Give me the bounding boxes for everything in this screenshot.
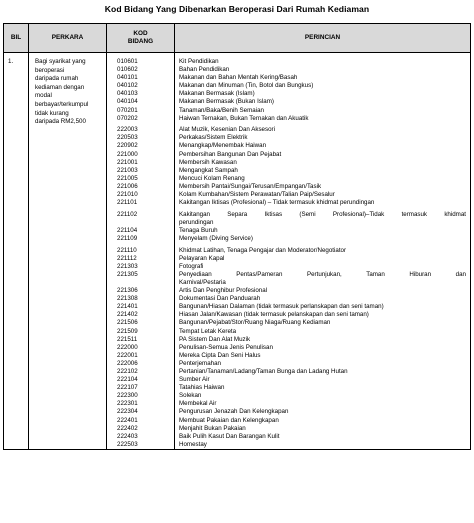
field-description: Menangkap/Menembak Haiwan — [179, 142, 267, 150]
field-code: 070201 — [117, 106, 138, 114]
table-row — [4, 53, 471, 450]
field-code: 222403 — [117, 432, 138, 440]
field-code: 222107 — [117, 384, 138, 392]
description-column — [175, 53, 471, 450]
field-code: 221104 — [117, 226, 138, 234]
field-description: Makanan dan Minuman (Tin, Botol dan Bungkus) — [179, 82, 314, 90]
row-number: 1. — [4, 53, 29, 450]
field-description: Tatahias Haiwan — [179, 384, 225, 392]
field-code: 222104 — [117, 376, 138, 384]
field-description: Makanan Bermasak (Bukan Islam) — [179, 98, 274, 106]
field-description: Membuat Pakaian dan Kelengkapan — [179, 416, 279, 424]
field-code: 222401 — [117, 416, 138, 424]
field-description: Mengangkat Sampah — [179, 166, 238, 174]
field-description: Pengurusan Jenazah Dan Kelengkapan — [179, 408, 289, 416]
code-spacer — [117, 279, 174, 287]
field-code: 040104 — [117, 98, 138, 106]
field-description: Haiwan Ternakan, Bukan Ternakan dan Akuatik — [179, 114, 309, 122]
document-title: Kod Bidang Yang Dibenarkan Beroperasi Dari Rumah Kediaman — [104, 4, 370, 14]
field-code: 222300 — [117, 392, 138, 400]
field-description: Membekal Air — [179, 400, 217, 408]
field-code: 222402 — [117, 424, 138, 432]
field-code: 222301 — [117, 400, 138, 408]
field-description: Membersih Kawasan — [179, 158, 237, 166]
header-perkara: PERKARA — [29, 24, 107, 53]
field-code: 221003 — [117, 166, 138, 174]
field-code: 222000 — [117, 343, 138, 351]
table-header-row — [4, 24, 471, 53]
field-description: Alat Muzik, Kesenian Dan Aksesori — [179, 126, 275, 134]
perkara-line: tidak kurang — [35, 109, 69, 117]
perkara-line: modal — [35, 92, 52, 100]
field-description: Kolam Kumbahan/Sistem Perawatan/Talian Paip/Sesalur — [179, 191, 335, 198]
header-kod-bidang — [107, 24, 175, 53]
field-code: 221110 — [117, 246, 137, 254]
field-code: 221402 — [117, 311, 138, 319]
perkara-line: Bagi syarikat yang — [35, 58, 86, 65]
field-description: Pertanian/Tanaman/Ladang/Taman Bunga dan Ladang Hutan — [179, 367, 348, 375]
field-description: Perkakas/Sistem Elektrik — [179, 134, 248, 142]
field-code: 221509 — [117, 327, 138, 335]
field-description: Mereka Cipta Dan Seni Halus — [179, 351, 261, 359]
field-description: Homestay — [179, 440, 207, 448]
field-code: 221001 — [117, 158, 138, 166]
field-description: Pembersihan Bangunan Dan Pejabat — [179, 150, 282, 158]
field-code: 010602 — [117, 66, 138, 74]
field-code: 221005 — [117, 174, 138, 182]
field-code-table — [3, 23, 471, 450]
field-description: Pelayaran Kapal — [179, 254, 225, 262]
perkara-cell — [29, 53, 107, 450]
field-code: 222503 — [117, 440, 138, 448]
field-code: 221303 — [117, 262, 138, 270]
field-description: Bangunan/Pejabat/Stor/Ruang Niaga/Ruang Kediaman — [179, 319, 331, 327]
field-description: Tempat Letak Kereta — [179, 327, 237, 335]
perkara-line: beroperasi — [35, 66, 65, 74]
field-code: 040101 — [117, 74, 138, 82]
field-code: 222304 — [117, 408, 138, 416]
field-code: 221506 — [117, 319, 138, 327]
field-description: Membersih Pantai/Sungai/Terusan/Empangan/Tasik — [179, 182, 322, 190]
field-code: 040103 — [117, 90, 138, 98]
header-bidang: BIDANG — [127, 38, 154, 45]
field-description: Kakitangan Separa Iktisas (Semi Profesional)–Tidak termasuk khidmat — [179, 210, 466, 218]
field-code: 220902 — [117, 142, 138, 150]
field-description: Khidmat Latihan, Tenaga Pengajar dan Moderator/Negotiator — [179, 246, 347, 254]
field-description: Kakitangan Iktisas (Profesional) – Tidak termasuk khidmat perundingan — [179, 199, 375, 207]
field-code: 221305 — [117, 270, 138, 278]
field-code: 221006 — [117, 182, 138, 190]
field-description: Penterjemahan — [179, 359, 221, 367]
field-description: PA Sistem Dan Alat Muzik — [179, 335, 251, 343]
header-bil: BIL — [4, 24, 29, 53]
perkara-line: kediaman dengan — [35, 83, 85, 91]
field-code: 221401 — [117, 303, 138, 311]
field-code: 221112 — [117, 254, 137, 262]
field-description: Bangunan/Hiasan Dalaman (tidak termasuk perlanskapan dan seni taman) — [179, 303, 384, 311]
header-perincian: PERINCIAN — [175, 24, 471, 53]
field-code: 221308 — [117, 295, 138, 303]
field-description: Tenaga Buruh — [179, 226, 218, 234]
field-description: Fotografi — [179, 262, 204, 270]
field-code: 070202 — [117, 114, 138, 122]
field-description: Bahan Pendidikan — [179, 66, 230, 74]
perkara-line: daripada RM2,500 — [35, 118, 86, 126]
field-description: Dokumentasi Dan Panduarah — [179, 295, 261, 303]
field-description: Penulisan-Semua Jenis Penulisan — [179, 343, 273, 351]
field-description: Baik Pulih Kasut Dan Barangan Kulit — [179, 432, 280, 440]
field-description: Penyediaan Pentas/Pameran Pertunjukan, Taman Hiburan dan — [179, 270, 466, 278]
field-code: 222003 — [117, 126, 138, 134]
code-spacer — [117, 219, 174, 227]
field-code: 222001 — [117, 351, 138, 359]
perkara-line: daripada rumah — [35, 75, 79, 83]
field-description-continuation: perundingan — [179, 218, 214, 226]
field-description: Sumber Air — [179, 376, 210, 384]
field-code: 221306 — [117, 287, 138, 295]
field-description: Makanan dan Bahan Mentah Kering/Basah — [179, 74, 298, 82]
field-description: Kit Pendidikan — [179, 58, 219, 65]
field-description: Solekan — [179, 392, 202, 400]
field-description: Mencuci Kolam Renang — [179, 174, 245, 182]
field-code: 010601 — [117, 58, 138, 65]
field-code: 220503 — [117, 134, 138, 142]
field-description: Menjahit Bukan Pakaian — [179, 424, 246, 432]
perkara-line: berbayar/terkumpul — [35, 100, 89, 108]
field-code: 221000 — [117, 150, 138, 158]
header-kod: KOD — [133, 30, 148, 38]
field-description: Artis Dan Penghibur Profesional — [179, 287, 268, 295]
field-code: 221109 — [117, 234, 138, 242]
field-description: Tanaman/Baka/Benih Semaian — [179, 106, 264, 114]
field-code: 221101 — [117, 199, 138, 207]
field-code: 222102 — [117, 367, 138, 375]
field-description: Hiasan Jalan/Kawasan (tidak termasuk pelanskapan dan seni taman) — [179, 311, 369, 319]
field-code: 221010 — [117, 191, 138, 198]
field-code: 221511 — [117, 335, 138, 343]
field-description: Makanan Bermasak (Islam) — [179, 90, 255, 98]
field-code: 040102 — [117, 82, 138, 90]
code-column — [107, 53, 175, 450]
field-description-continuation: Karnival/Pestaria — [179, 278, 226, 286]
field-description: Menyelam (Diving Service) — [179, 234, 253, 242]
field-code: 222006 — [117, 359, 138, 367]
field-code: 221102 — [117, 210, 138, 218]
